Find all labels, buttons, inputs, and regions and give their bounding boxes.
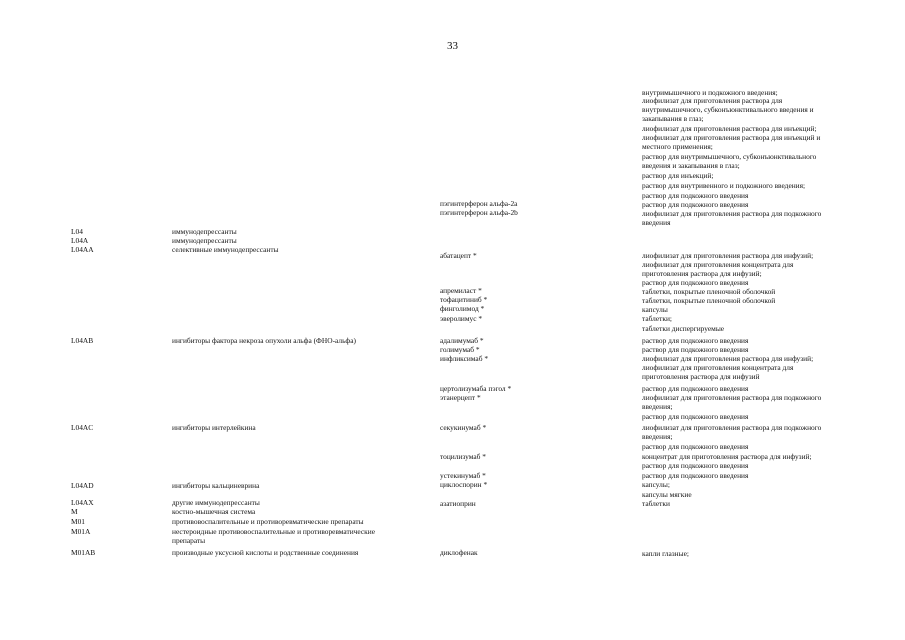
dosage-form: раствор для подкожного введения (642, 384, 749, 393)
drug-name: этанерцепт * (440, 393, 481, 402)
dosage-form: лиофилизат для приготовления концентрата для (642, 363, 794, 372)
anatomic-group: противовоспалительные и противоревматические препараты (172, 517, 364, 526)
drug-name: голимумаб * (440, 345, 480, 354)
dosage-form: раствор для внутривенного и подкожного введения; (642, 181, 806, 190)
dosage-form: лиофилизат для приготовления концентрата для (642, 260, 794, 269)
anatomic-group: ингибиторы кальциневрина (172, 481, 260, 490)
anatomic-group: костно-мышечная система (172, 507, 256, 516)
dosage-form: раствор для подкожного введения (642, 278, 749, 287)
dosage-form: введения; (642, 402, 673, 411)
atc-code: L04AD (71, 481, 94, 490)
dosage-form: таблетки, покрытые пленочной оболочкой (642, 287, 776, 296)
dosage-form: раствор для подкожного введения (642, 471, 749, 480)
drug-name: секукинумаб * (440, 423, 487, 432)
dosage-form: лиофилизат для приготовления раствора для инфузий; (642, 251, 814, 260)
dosage-form: лиофилизат для приготовления раствора для (642, 96, 783, 105)
dosage-form: внутримышечного, субконъюнктивального введения и (642, 105, 814, 114)
dosage-form: таблетки (642, 499, 670, 508)
drug-name: эверолимус * (440, 314, 483, 323)
drug-name: инфликсимаб * (440, 354, 489, 363)
anatomic-group: селективные иммунодепрессанты (172, 245, 279, 254)
dosage-form: раствор для инъекций; (642, 171, 714, 180)
dosage-form: раствор для подкожного введения (642, 191, 749, 200)
dosage-form: капсулы мягкие (642, 490, 692, 499)
dosage-form: местного применения; (642, 142, 713, 151)
dosage-form: раствор для подкожного введения (642, 461, 749, 470)
atc-code: L04AB (71, 336, 94, 345)
drug-name: пэгинтерферон альфа-2b (440, 208, 518, 217)
atc-code: L04AA (71, 245, 94, 254)
dosage-form: лиофилизат для приготовления раствора для подкожного (642, 393, 822, 402)
atc-code: L04AX (71, 498, 94, 507)
drug-name: устекинумаб * (440, 471, 486, 480)
dosage-form: раствор для подкожного введения (642, 345, 749, 354)
dosage-form: внутримышечного и подкожного введения; (642, 88, 778, 97)
drug-name: адалимумаб * (440, 336, 484, 345)
anatomic-group: препараты (172, 536, 206, 545)
atc-code: M01AB (71, 548, 96, 557)
dosage-form: введения (642, 218, 671, 227)
dosage-form: таблетки; (642, 314, 672, 323)
anatomic-group: ингибиторы интерлейкина (172, 423, 256, 432)
dosage-form: приготовления раствора для инфузий; (642, 269, 762, 278)
dosage-form: лиофилизат для приготовления раствора для инъекций; (642, 124, 817, 133)
anatomic-group: нестероидные противовоспалительные и противоревматические (172, 527, 375, 536)
dosage-form: раствор для подкожного введения (642, 442, 749, 451)
anatomic-group: другие иммунодепрессанты (172, 498, 260, 507)
drug-name: абатацепт * (440, 251, 477, 260)
dosage-form: лиофилизат для приготовления раствора для инфузий; (642, 354, 814, 363)
dosage-form: капсулы; (642, 480, 670, 489)
dosage-form: таблетки, покрытые пленочной оболочкой (642, 296, 776, 305)
dosage-form: лиофилизат для приготовления раствора для инъекций и (642, 133, 821, 142)
atc-code: M01A (71, 527, 91, 536)
drug-name: цертолизумаба пэгол * (440, 384, 512, 393)
drug-name: диклофенак (440, 548, 478, 557)
drug-name: циклоспорин * (440, 480, 488, 489)
anatomic-group: иммунодепрессанты (172, 227, 237, 236)
dosage-form: таблетки диспергируемые (642, 324, 725, 333)
drug-name: пэгинтерферон альфа-2а (440, 199, 518, 208)
drug-name: апремиласт * (440, 286, 482, 295)
drug-name: финголимод * (440, 304, 485, 313)
dosage-form: капсулы (642, 305, 668, 314)
dosage-form: раствор для внутримышечного, субконъюнктивального (642, 152, 817, 161)
dosage-form: закапывания в глаз; (642, 114, 704, 123)
drug-name: тофацитиниб * (440, 295, 488, 304)
page-number: 33 (447, 40, 458, 52)
atc-code: L04A (71, 236, 89, 245)
atc-code: L04AC (71, 423, 94, 432)
atc-code: M (71, 507, 78, 516)
dosage-form: приготовления раствора для инфузий (642, 372, 760, 381)
anatomic-group: производные уксусной кислоты и родственные соединения (172, 548, 359, 557)
dosage-form: введения и закапывания в глаз; (642, 161, 740, 170)
dosage-form: лиофилизат для приготовления раствора для подкожного (642, 423, 822, 432)
dosage-form: концентрат для приготовления раствора для инфузий; (642, 452, 812, 461)
atc-code: L04 (71, 227, 83, 236)
drug-name: азатиоприн (440, 499, 476, 508)
dosage-form: раствор для подкожного введения (642, 412, 749, 421)
drug-name: тоцилизумаб * (440, 452, 486, 461)
anatomic-group: иммунодепрессанты (172, 236, 237, 245)
dosage-form: раствор для подкожного введения (642, 200, 749, 209)
dosage-form: лиофилизат для приготовления раствора для подкожного (642, 209, 822, 218)
dosage-form: введения; (642, 432, 673, 441)
anatomic-group: ингибиторы фактора некроза опухоли альфа (ФНО-альфа) (172, 336, 356, 345)
dosage-form: капли глазные; (642, 549, 689, 558)
dosage-form: раствор для подкожного введения (642, 336, 749, 345)
atc-code: M01 (71, 517, 85, 526)
